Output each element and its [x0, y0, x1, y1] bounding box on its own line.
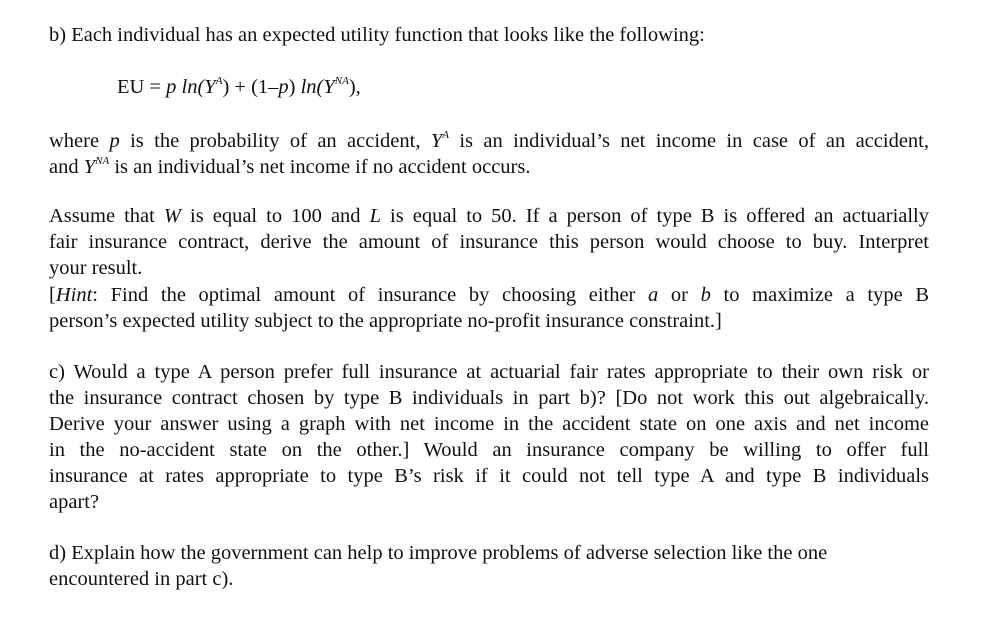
text: and — [49, 156, 84, 178]
var-b: b — [700, 284, 711, 306]
utility-equation — [117, 74, 361, 100]
eq-y-accident: Y — [204, 76, 216, 98]
text: is the probability of an accident, — [119, 130, 431, 152]
part-c-line-1: c) Would a type A person prefer full insurance at actuarial fair rates appropriate to their own risk or — [49, 361, 929, 383]
var-a: a — [648, 284, 659, 306]
var-y: Y — [430, 130, 443, 152]
hint-line-1 — [49, 282, 929, 308]
eq-mid: ) + (1– — [222, 76, 279, 98]
text: to maximize a type B — [710, 284, 929, 306]
part-d-line-2: encountered in part c). — [49, 568, 234, 590]
eq-y-no-accident: Y — [323, 76, 335, 98]
text: [ — [49, 284, 56, 306]
eq-ln: ln( — [176, 76, 205, 98]
var-p: p — [109, 130, 120, 152]
eq-sup-a: A — [215, 75, 223, 87]
eq-end: ), — [348, 76, 361, 98]
var-y: Y — [83, 156, 96, 178]
hint-label: Hint — [55, 284, 93, 306]
part-d-line-1: d) Explain how the government can help to improve problems of adverse selection like the one — [49, 542, 828, 564]
eq-close: ) — [288, 76, 301, 98]
where-line-2 — [49, 154, 530, 180]
part-b-intro: b) Each individual has an expected utility function that looks like the following: — [49, 24, 705, 46]
eq-ln: ln( — [300, 76, 324, 98]
eq-sup-na: NA — [334, 75, 349, 87]
assume-line-3: your result. — [49, 257, 143, 279]
var-sup: NA — [95, 155, 110, 167]
eq-p: p — [166, 76, 177, 98]
part-c-line-5: insurance at rates appropriate to type B’s risk if it could not tell type A and type B individuals — [49, 465, 929, 487]
where-line-1 — [49, 128, 929, 154]
part-c-line-2: the insurance contract chosen by type B individuals in part b)? [Do not work this out algebraically. — [49, 387, 929, 409]
text: is an individual’s net income if no accident occurs. — [109, 156, 531, 178]
text: or — [658, 284, 701, 306]
text: is equal to 100 and — [180, 205, 370, 227]
text: Assume that — [49, 205, 164, 227]
text: is equal to 50. If a person of type B is offered an actuarially — [381, 205, 930, 227]
assume-line-2: fair insurance contract, derive the amount of insurance this person would choose to buy. Interpret — [49, 231, 929, 253]
eq-p: p — [278, 76, 289, 98]
part-c-line-3: Derive your answer using a graph with net income in the accident state on one axis and net income — [49, 413, 929, 435]
assume-line-1 — [49, 203, 929, 229]
text: where — [49, 130, 110, 152]
hint-line-2: person’s expected utility subject to the appropriate no-profit insurance constraint.] — [49, 310, 722, 332]
var-l: L — [369, 205, 381, 227]
var-sup: A — [442, 129, 449, 141]
text: : Find the optimal amount of insurance by choosing either — [92, 284, 649, 306]
text: is an individual’s net income in case of an accident, — [448, 130, 929, 152]
part-c-line-4: in the no-accident state on the other.] Would an insurance company be willing to offer full — [49, 439, 929, 461]
eq-lhs: EU = — [117, 76, 167, 98]
var-w: W — [163, 205, 181, 227]
part-c-line-6: apart? — [49, 491, 100, 513]
